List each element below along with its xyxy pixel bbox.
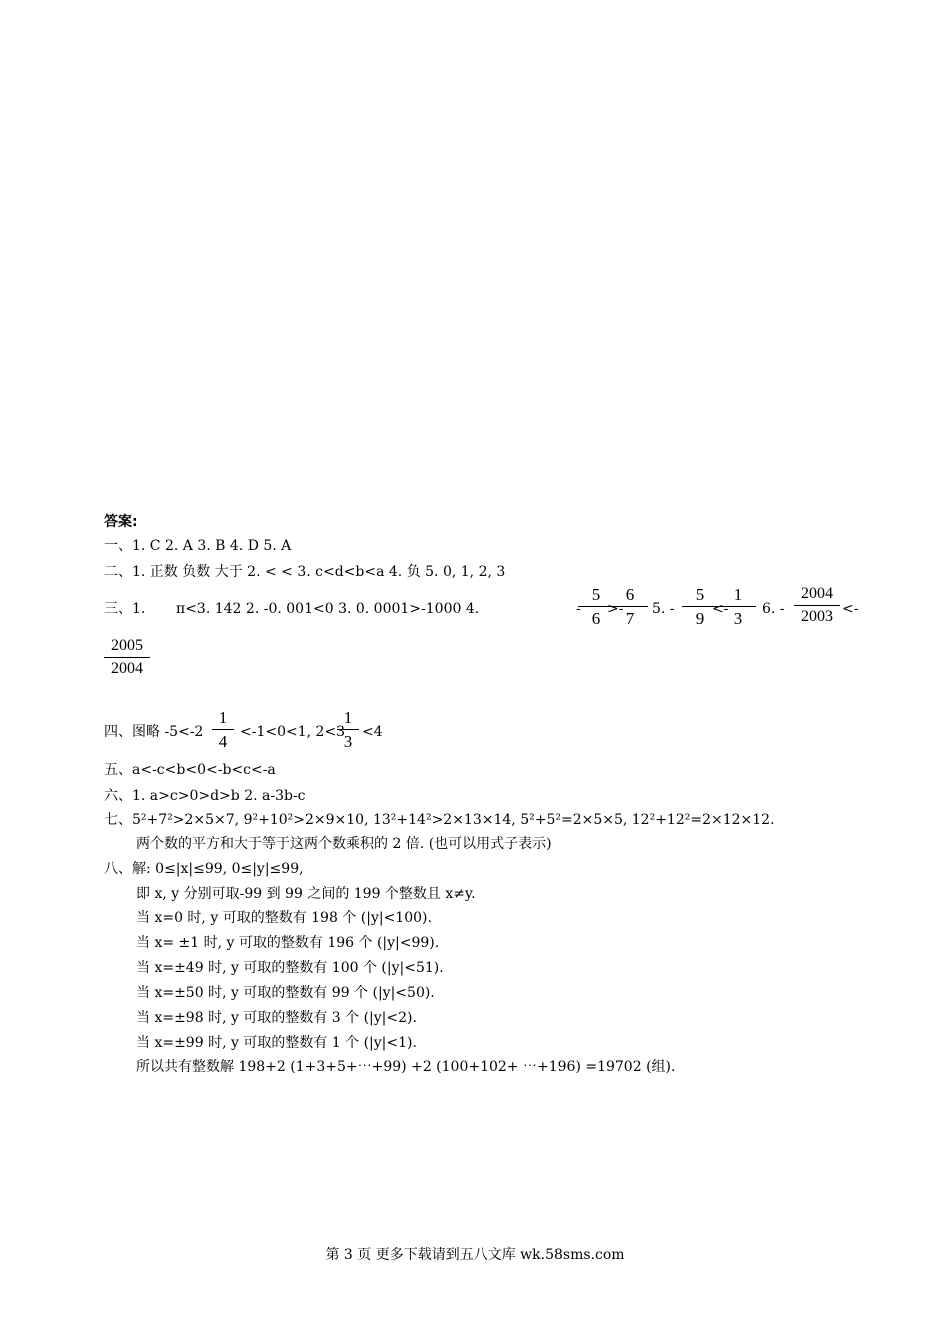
fraction-bar [337, 729, 359, 730]
fraction-denominator: 2004 [111, 660, 143, 677]
item-6-label: 6. - [762, 601, 785, 617]
fraction-numerator: 6 [625, 585, 635, 604]
fraction-bar [720, 606, 756, 607]
answer-line-8-1: 即 x, y 分别可取-99 到 99 之间的 199 个整数且 x≠y. [136, 886, 476, 902]
fraction-numerator: 1 [733, 585, 743, 604]
fraction-numerator: 1 [218, 708, 228, 727]
answer-line-4-b: <-1<0<1, 2<3 [240, 724, 346, 740]
answer-line-8-7: 当 x=±99 时, y 可取的整数有 1 个 (|y|<1). [136, 1035, 417, 1051]
fraction-numerator: 5 [591, 585, 601, 604]
answer-line-7a: 七、5²+7²>2×5×7, 9²+10²>2×9×10, 13²+14²>2×13×14, 5²+5²=2×5×5, 12²+12²=2×12×12. [104, 812, 775, 828]
fraction-1-4 [212, 709, 234, 750]
answer-line-8-5: 当 x=±50 时, y 可取的整数有 99 个 (|y|<50). [136, 985, 435, 1001]
answer-line-8-4: 当 x=±49 时, y 可取的整数有 100 个 (|y|<51). [136, 960, 444, 976]
fraction-denominator: 9 [695, 609, 705, 628]
fraction-numerator: 1 [343, 708, 353, 727]
answer-line-8-8: 所以共有整数解 198+2 (1+3+5+⋯+99) +2 (100+102+ ⋯+196) =19702 (组). [136, 1059, 676, 1075]
lt-minus: <- [712, 601, 729, 617]
answer-line-7b: 两个数的平方和大于等于这两个数乘积的 2 倍. (也可以用式子表示) [136, 836, 552, 852]
answer-line-8-6: 当 x=±98 时, y 可取的整数有 3 个 (|y|<2). [136, 1010, 417, 1026]
answers-title: 答案: [104, 514, 138, 530]
fraction-denominator: 2003 [801, 608, 833, 625]
fraction-denominator: 4 [218, 732, 228, 751]
fraction-denominator: 6 [591, 609, 601, 628]
fraction-bar [104, 657, 150, 658]
answer-line-3-body: π<3. 142 2. -0. 001<0 3. 0. 0001>-1000 4. [176, 601, 480, 617]
minus-sign: - [576, 601, 581, 617]
fraction-denominator: 3 [343, 732, 353, 751]
answer-line-5: 五、a<-c<b<0<-b<c<-a [104, 762, 276, 778]
lt-minus-2: <- [842, 601, 859, 617]
answer-line-2: 二、1. 正数 负数 大于 2. < < 3. c<d<b<a 4. 负 5. 0, 1, 2, 3 [104, 564, 506, 580]
fraction-numerator: 5 [695, 585, 705, 604]
fraction-bar [212, 729, 234, 730]
fraction-1-3-b [337, 709, 359, 750]
answer-line-4-a: 四、图略 -5<-2 [104, 724, 204, 740]
fraction-2004-2003 [794, 586, 840, 625]
fraction-2005-2004 [104, 638, 150, 677]
answer-line-8-0: 八、解: 0≤|x|≤99, 0≤|y|≤99, [104, 861, 304, 877]
answer-line-8-2: 当 x=0 时, y 可取的整数有 198 个 (|y|<100). [136, 910, 432, 926]
answer-line-1: 一、1. C 2. A 3. B 4. D 5. A [104, 538, 292, 554]
item-5-label: 5. - [652, 601, 675, 617]
answer-line-4-c: <4 [362, 724, 383, 740]
fraction-denominator: 3 [733, 609, 743, 628]
fraction-denominator: 7 [625, 609, 635, 628]
page-footer: 第 3 页 更多下载请到五八文库 wk.58sms.com [325, 1247, 625, 1263]
answer-line-6: 六、1. a>c>0>d>b 2. a-3b-c [104, 788, 306, 804]
fraction-6-7 [612, 586, 648, 627]
answer-line-3-prefix: 三、1. [104, 601, 146, 617]
fraction-numerator: 2005 [111, 637, 143, 654]
gt-minus: >- [607, 601, 624, 617]
fraction-bar [612, 606, 648, 607]
fraction-bar [794, 605, 840, 606]
answer-line-8-3: 当 x= ±1 时, y 可取的整数有 196 个 (|y|<99). [136, 935, 440, 951]
fraction-numerator: 2004 [801, 585, 833, 602]
fraction-1-3 [720, 586, 756, 627]
